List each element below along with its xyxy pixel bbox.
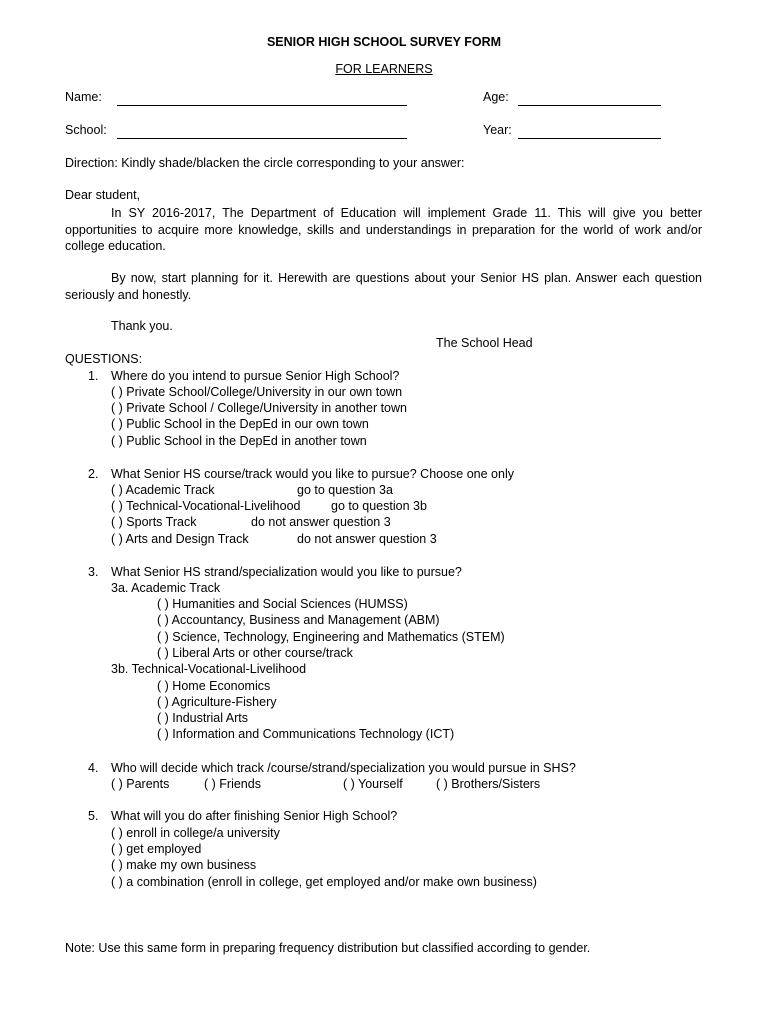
q2-option-note: do not answer question 3	[297, 532, 437, 546]
year-label: Year:	[483, 123, 512, 137]
q3a-label: 3a. Academic Track	[111, 581, 221, 595]
q4-number: 4.	[88, 761, 99, 775]
signature: The School Head	[436, 336, 533, 350]
instruction-paragraph: By now, start planning for it. Herewith are questions about your Senior HS plan. Answer each question seriously and honestly.	[65, 271, 702, 302]
q3a-option[interactable]: ( ) Liberal Arts or other course/track	[157, 646, 353, 660]
questions-header: QUESTIONS:	[65, 352, 143, 366]
q4-option-parents[interactable]: ( ) Parents	[111, 777, 170, 791]
age-label: Age:	[483, 90, 509, 104]
q1-option[interactable]: ( ) Public School in the DepEd in our own town	[111, 417, 369, 431]
q4-option-siblings[interactable]: ( ) Brothers/Sisters	[436, 777, 541, 791]
q3b-option[interactable]: ( ) Industrial Arts	[157, 711, 249, 725]
form-title: SENIOR HIGH SCHOOL SURVEY FORM	[266, 35, 502, 49]
q2-option-note: do not answer question 3	[251, 515, 391, 529]
q5-option[interactable]: ( ) make my own business	[111, 858, 257, 872]
q4-option-friends[interactable]: ( ) Friends	[204, 777, 261, 791]
intro-paragraph: In SY 2016-2017, The Department of Education will implement Grade 11. This will give you better opportunities to acquire more knowledge, skills and understandings in preparation for the world of work and/or college education.	[65, 206, 702, 253]
q5-number: 5.	[88, 809, 99, 823]
q4-option-yourself[interactable]: ( ) Yourself	[343, 777, 403, 791]
q3a-option[interactable]: ( ) Humanities and Social Sciences (HUMSS)	[157, 597, 408, 611]
greeting: Dear student,	[65, 188, 141, 202]
q2-option[interactable]: ( ) Academic Track	[111, 483, 215, 497]
q1-option[interactable]: ( ) Private School / College/University in another town	[111, 401, 407, 415]
q3a-option[interactable]: ( ) Science, Technology, Engineering and Mathematics (STEM)	[157, 630, 505, 644]
q3a-option[interactable]: ( ) Accountancy, Business and Management (ABM)	[157, 613, 440, 627]
thanks-text: Thank you.	[111, 319, 173, 333]
q1-text: Where do you intend to pursue Senior High School?	[111, 369, 400, 383]
q3b-label: 3b. Technical-Vocational-Livelihood	[111, 662, 307, 676]
q5-option[interactable]: ( ) a combination (enroll in college, get employed and/or make own business)	[111, 875, 537, 889]
q3-number: 3.	[88, 565, 99, 579]
q2-number: 2.	[88, 467, 99, 481]
name-label: Name:	[65, 90, 102, 104]
q3-text: What Senior HS strand/specialization would you like to pursue?	[111, 565, 462, 579]
form-subtitle: FOR LEARNERS	[335, 62, 433, 76]
q2-option[interactable]: ( ) Arts and Design Track	[111, 532, 249, 546]
direction-text: Direction: Kindly shade/blacken the circle corresponding to your answer:	[65, 156, 465, 170]
age-field[interactable]	[518, 105, 661, 106]
q2-option[interactable]: ( ) Sports Track	[111, 515, 197, 529]
school-field[interactable]	[117, 138, 407, 139]
q1-number: 1.	[88, 369, 99, 383]
year-field[interactable]	[518, 138, 661, 139]
q3b-option[interactable]: ( ) Agriculture-Fishery	[157, 695, 277, 709]
q3b-option[interactable]: ( ) Home Economics	[157, 679, 271, 693]
q1-option[interactable]: ( ) Private School/College/University in our own town	[111, 385, 403, 399]
q2-option-note: go to question 3b	[331, 499, 427, 513]
q4-text: Who will decide which track /course/strand/specialization you would pursue in SHS?	[111, 761, 576, 775]
name-field[interactable]	[117, 105, 407, 106]
footer-note: Note: Use this same form in preparing frequency distribution but classified according to gender.	[65, 941, 591, 955]
q1-option[interactable]: ( ) Public School in the DepEd in another town	[111, 434, 367, 448]
q2-text: What Senior HS course/track would you like to pursue? Choose one only	[111, 467, 514, 481]
q5-option[interactable]: ( ) enroll in college/a university	[111, 826, 280, 840]
q3b-option[interactable]: ( ) Information and Communications Technology (ICT)	[157, 727, 455, 741]
q5-text: What will you do after finishing Senior High School?	[111, 809, 398, 823]
q2-option[interactable]: ( ) Technical-Vocational-Livelihood	[111, 499, 301, 513]
school-label: School:	[65, 123, 107, 137]
q2-option-note: go to question 3a	[297, 483, 393, 497]
q5-option[interactable]: ( ) get employed	[111, 842, 202, 856]
